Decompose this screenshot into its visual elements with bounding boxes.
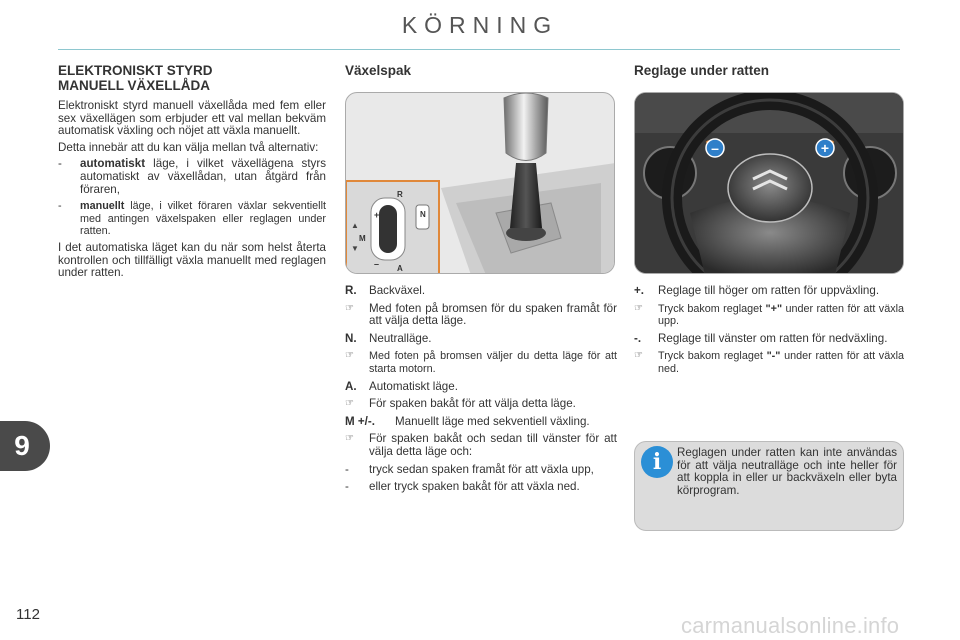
paddle-plus-label: + (820, 140, 830, 156)
entry-text: Automatiskt läge. (369, 379, 458, 393)
entry-key: M +/-. (345, 414, 375, 428)
text-pre: Tryck bakom reglaget (658, 302, 766, 315)
dash-marker: - (345, 462, 349, 476)
position-entry-a (345, 381, 617, 394)
hand-bullet-icon: ☞ (634, 302, 643, 314)
entry-text: För spaken bakåt och sedan till vänster för att välja detta läge och: (369, 432, 617, 458)
entry-text (634, 350, 904, 375)
text-post: under ratten för att växla ned. (658, 350, 905, 375)
intro-column (58, 100, 326, 284)
entry-text: För spaken bakåt för att välja detta läge. (369, 397, 576, 411)
gate-label-plus: + (374, 210, 380, 220)
instruction-entry (345, 350, 617, 375)
position-entry-r (345, 285, 617, 298)
page-header-title: KÖRNING (401, 12, 559, 38)
header-rule (58, 49, 900, 50)
entry-text: eller tryck spaken bakåt för att växla ned. (369, 480, 580, 494)
instruction-entry (345, 398, 617, 411)
instruction-entry (345, 303, 617, 328)
dash-marker: - (345, 480, 349, 494)
instruction-entry (345, 433, 617, 458)
text-post: under ratten för att växla upp. (658, 302, 904, 328)
position-entry-n (345, 333, 617, 346)
sub-step-entry (345, 481, 617, 494)
paddle-minus-label: – (711, 140, 719, 156)
hand-bullet-icon: ☞ (345, 433, 354, 445)
section-title-gearbox (58, 63, 328, 93)
gate-label-n: N (420, 210, 426, 219)
gate-label-minus: – (374, 259, 380, 269)
entry-key: -. (634, 331, 642, 345)
entry-key: +. (634, 284, 644, 297)
gear-lever-positions (345, 285, 617, 499)
steering-wheel-photo (634, 92, 904, 274)
mode-name-automatic: automatiskt (80, 157, 146, 171)
entry-text: Neutralläge. (369, 331, 432, 345)
mode-item-automatic (58, 158, 326, 196)
entry-text: Backväxel. (369, 284, 426, 297)
gate-label-m: M (359, 234, 366, 243)
hand-bullet-icon: ☞ (634, 350, 643, 362)
paddle-entry-minus (634, 333, 904, 346)
hand-bullet-icon: ☞ (345, 302, 354, 314)
gear-lever-photo (345, 92, 615, 274)
entry-text (634, 303, 904, 328)
steering-wheel-illustration (635, 93, 904, 274)
hand-bullet-icon: ☞ (345, 398, 354, 410)
intro-paragraph: Elektroniskt styrd manuell växellåda med fem eller sex växellägen som erbjuder ett val mellan bekväm automatisk växling och nöjet att växla manuellt. (58, 99, 326, 138)
page-number: 112 (16, 606, 40, 623)
entry-text: Med foten på bromsen för du spaken framåt för att välja detta läge. (369, 301, 617, 328)
text-pre: Tryck bakom reglaget (658, 350, 767, 363)
info-text: Reglagen under ratten kan inte användas för att välja neutralläge och inte heller för att koppla in eller ur backväxeln eller byta körprogram. (677, 446, 897, 497)
text-bold: "-" (766, 350, 781, 363)
automatic-override-paragraph: I det automatiska läget kan du när som helst återta kontrollen och tillfälligt växla manuellt med reglagen under ratten. (58, 240, 326, 280)
gear-lever-illustration (346, 93, 615, 274)
chapter-tab: 9 (0, 421, 50, 471)
position-entry-m (345, 416, 617, 429)
text-bold: "+" (765, 302, 783, 315)
mode-desc-manual: läge, i vilket föraren växlar sekventiellt med antingen växelspaken eller reglagen under ratten. (80, 200, 326, 238)
choice-paragraph: Detta innebär att du kan välja mellan två alternativ: (58, 140, 319, 154)
paddle-descriptions (634, 285, 904, 381)
gate-label-a: A (397, 264, 403, 273)
watermark: carmanualsonline.info (681, 613, 900, 638)
mode-desc-automatic: läge, i vilket växellägena styrs automatiskt av växellådan, utan åtgärd från föraren, (80, 157, 326, 196)
hand-bullet-icon: ☞ (345, 350, 354, 362)
gate-arrow-down: ▼ (351, 244, 359, 253)
entry-key: A. (345, 379, 357, 393)
info-icon: i (641, 446, 673, 478)
gate-label-r: R (397, 190, 403, 199)
section-title-gear-lever: Växelspak (345, 63, 412, 78)
dash-marker: - (58, 157, 62, 171)
entry-key: R. (345, 284, 357, 297)
entry-text: Reglage till höger om ratten för uppväxling. (658, 284, 880, 297)
entry-text: Med foten på bromsen väljer du detta läge för att starta motorn. (369, 350, 617, 375)
title-line-1: ELEKTRONISKT STYRD (58, 63, 213, 78)
entry-text: Reglage till vänster om ratten för nedväxling. (658, 331, 888, 345)
sub-step-entry (345, 464, 617, 477)
instruction-entry (634, 350, 904, 375)
section-title-paddles: Reglage under ratten (634, 63, 770, 78)
instruction-entry (634, 303, 904, 328)
gate-arrow-up: ▲ (351, 221, 359, 230)
entry-text: Manuellt läge med sekventiell växling. (395, 414, 590, 428)
mode-name-manual: manuellt (80, 200, 125, 213)
entry-text: tryck sedan spaken framåt för att växla upp, (369, 462, 594, 476)
dash-marker: - (58, 200, 62, 213)
entry-key: N. (345, 331, 357, 345)
info-box (634, 441, 904, 531)
mode-item-manual (58, 200, 326, 238)
paddle-entry-plus (634, 285, 904, 298)
title-line-2: MANUELL VÄXELLÅDA (58, 78, 211, 93)
